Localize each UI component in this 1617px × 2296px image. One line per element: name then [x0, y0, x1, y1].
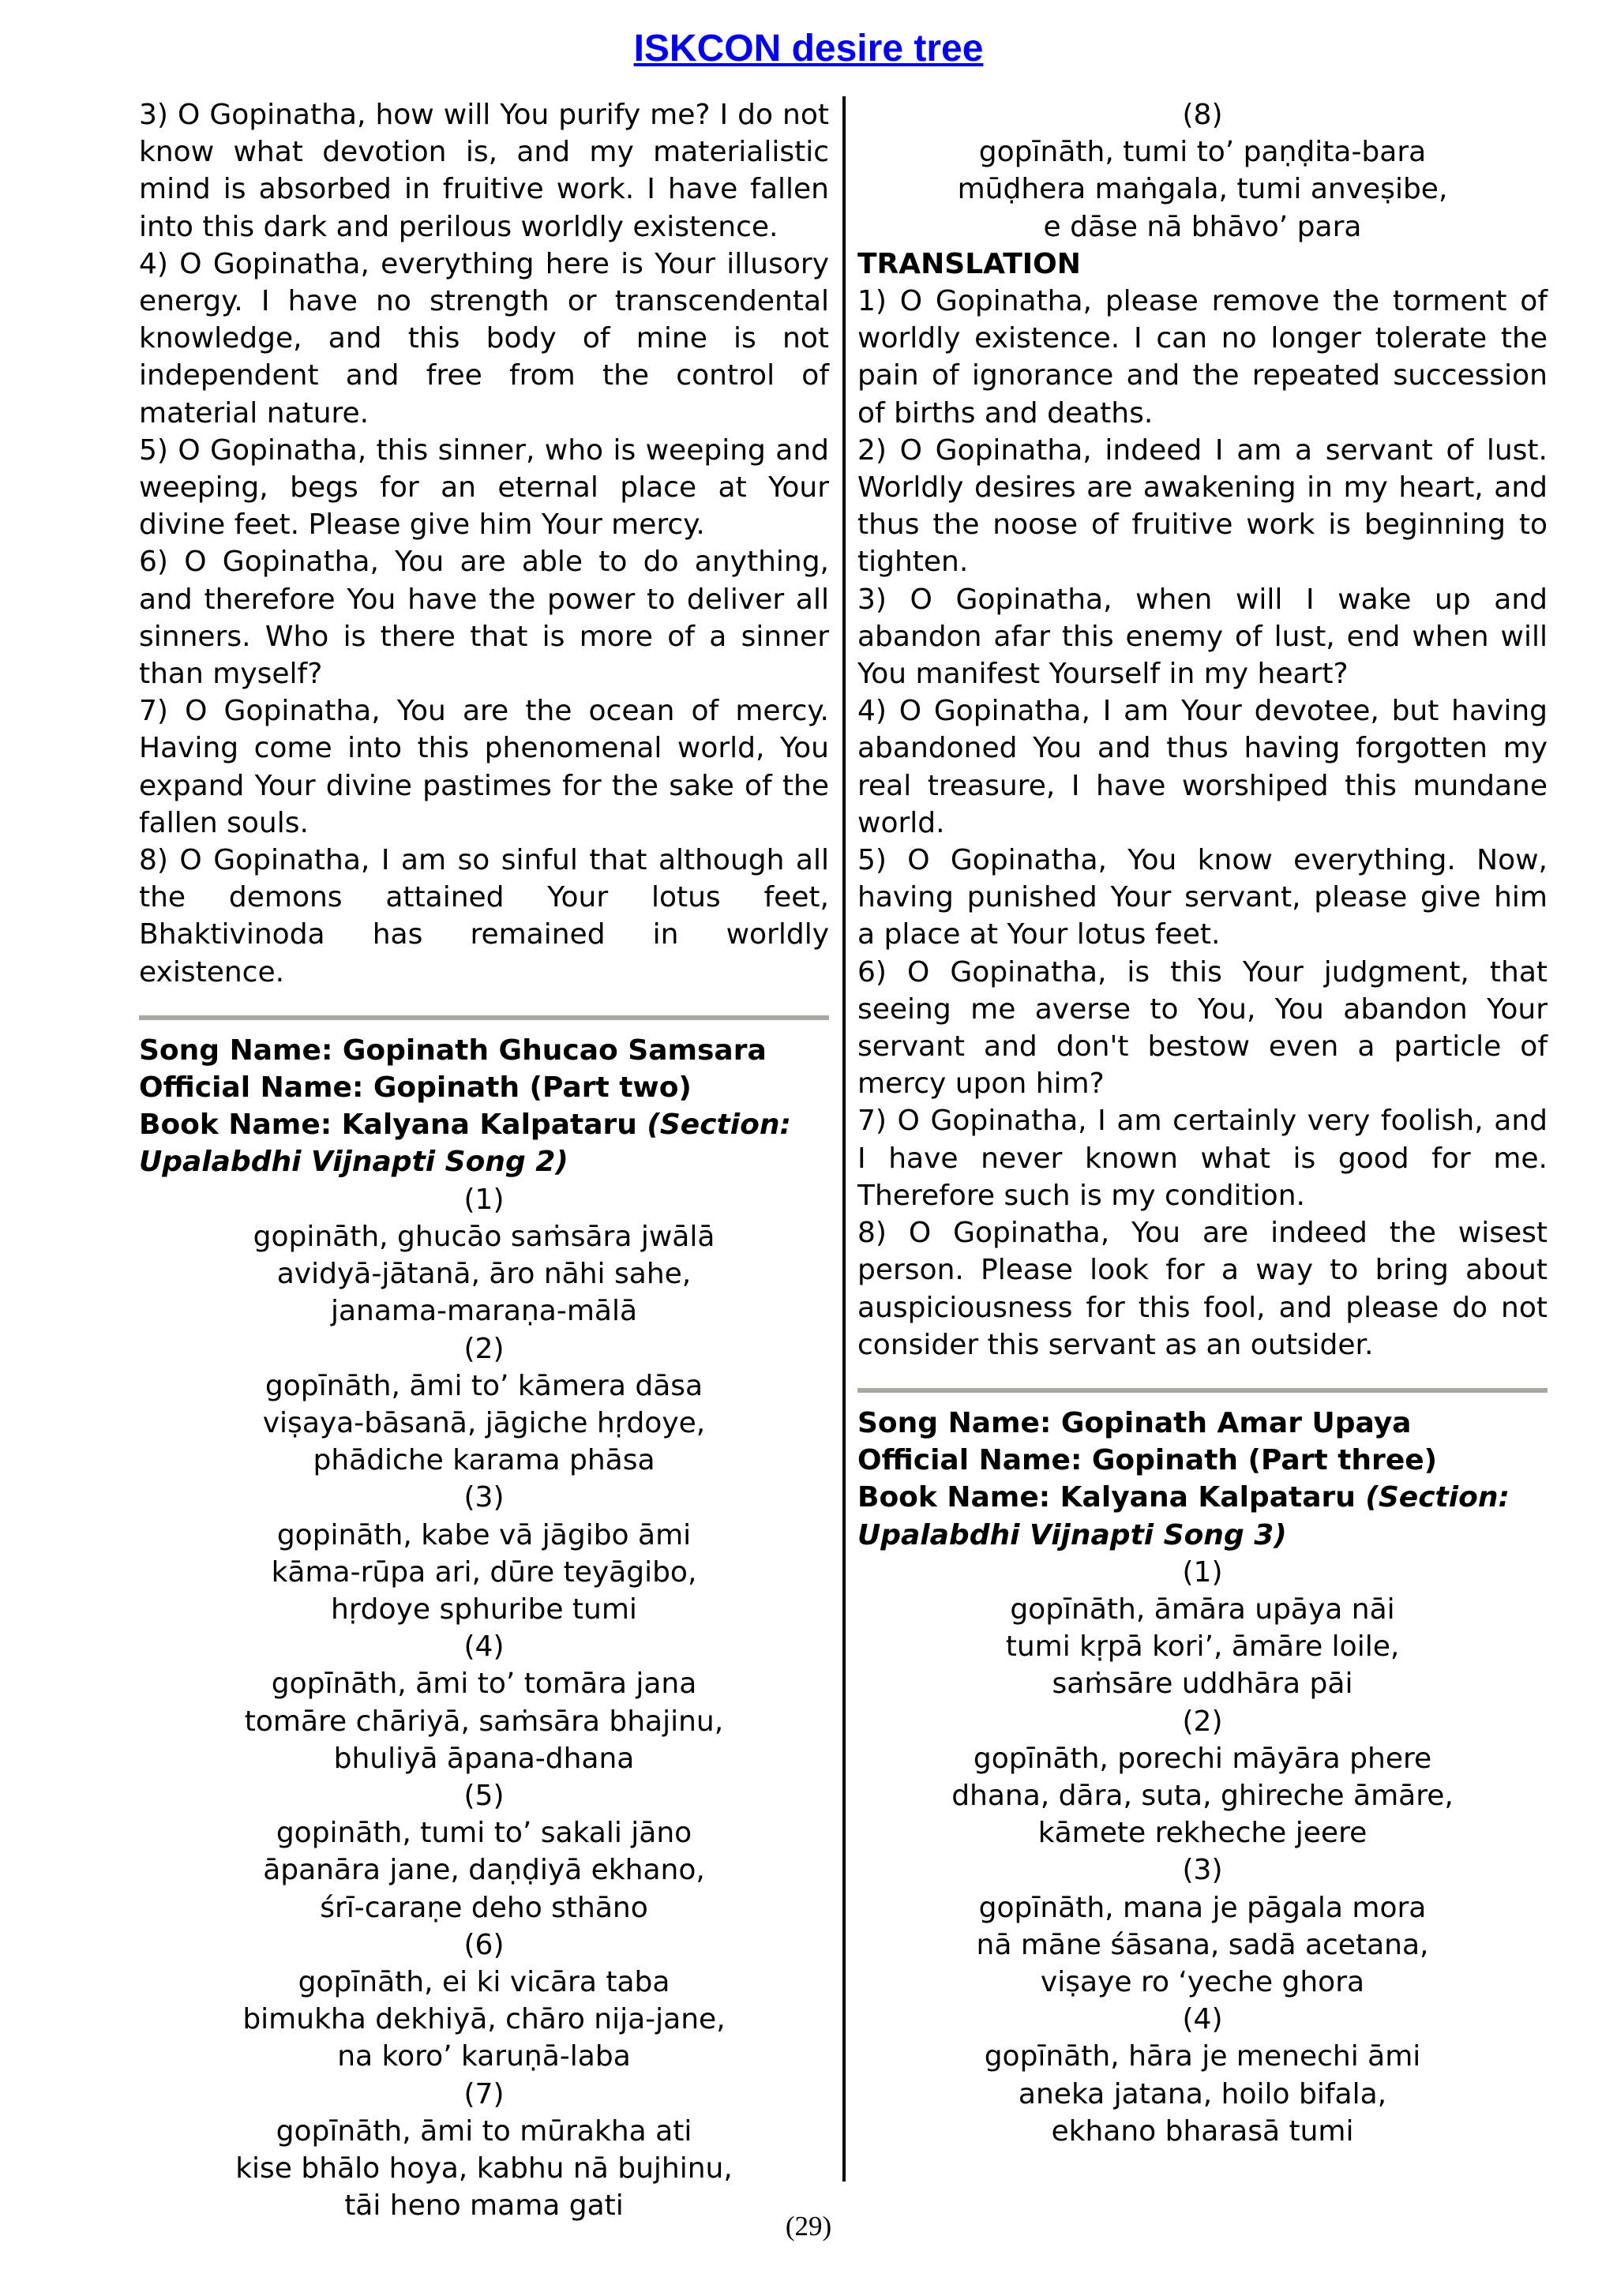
verse-number: (8) [1182, 99, 1223, 131]
verse-line: bhuliyā āpana-dhana [333, 1742, 635, 1775]
translation-paragraph: 3) O Gopinatha, how will You purify me? I do not know what devotion is, and my materialistic mind is absorbed in fruitive work. I have fallen into this dark and perilous worldly existence. [139, 99, 829, 243]
translation-paragraph: 4) O Gopinatha, everything here is Your illusory energy. I have no strength or transcendental knowledge, and this body of mine is not independent and free from the control of material nature. [139, 247, 829, 430]
verse-line: gopīnāth, tumi to’ paṇḍita-bara [978, 136, 1427, 169]
column-divider [842, 96, 846, 2182]
verse-line: gopīnāth, mana je pāgala mora [978, 1891, 1427, 1924]
verse-line: hṛdoye sphuribe tumi [331, 1593, 637, 1626]
section-divider [139, 1015, 829, 1020]
song-header [857, 1405, 1548, 1554]
translation-paragraph: 1) O Gopinatha, please remove the torment of worldly existence. I can no longer tolerate the pain of ignorance and the repeated succession of births and deaths. [857, 285, 1548, 430]
page-number: (29) [785, 2211, 832, 2242]
verse-line: gopīnāth, āmi to’ kāmera dāsa [264, 1369, 703, 1402]
official-name: Official Name: Gopinath (Part three) [857, 1444, 1438, 1477]
song-header [139, 1032, 829, 1181]
verse-line: viṣaya-bāsanā, jāgiche hṛdoye, [262, 1406, 706, 1439]
translation-paragraph: 5) O Gopinatha, You know everything. Now, having punished Your servant, please give him a place at Your lotus feet. [857, 844, 1548, 951]
verse-line: aneka jatana, hoilo bifala, [1018, 2077, 1387, 2110]
right-column [857, 96, 1548, 2150]
verse-line: ekhano bharasā tumi [1051, 2114, 1354, 2148]
verse-line: avidyā-jātanā, āro nāhi sahe, [276, 1258, 692, 1291]
verses [139, 1181, 829, 2225]
translation-paragraph: 4) O Gopinatha, I am Your devotee, but having abandoned You and thus having forgotten my real treasure, I have worshiped this mundane world. [857, 695, 1548, 839]
verse-line: kise bhālo hoya, kabhu nā bujhinu, [235, 2152, 733, 2185]
verse-number: (7) [463, 2077, 505, 2110]
verse-number: (4) [463, 1630, 505, 1664]
verse-line: na koro’ karuṇā-laba [337, 2040, 631, 2073]
verses [857, 1554, 1548, 2150]
translation [857, 283, 1548, 1364]
translation-paragraph: 5) O Gopinatha, this sinner, who is weeping and weeping, begs for an eternal place at Your divine feet. Please give him Your mercy. [139, 433, 829, 542]
verse-line: gopīnāth, porechi māyāra phere [973, 1742, 1432, 1775]
section-continued: Upalabdhi Vijnapti Song 3) [857, 1518, 1287, 1551]
verse-line: tāi heno mama gati [344, 2189, 624, 2223]
verse-line: tumi kṛpā kori’, āmāre loile, [1005, 1630, 1400, 1664]
translation-paragraph: 7) O Gopinatha, I am certainly very foolish, and I have never known what is good for me. Therefore such is my condition. [857, 1105, 1548, 1212]
translation-heading: TRANSLATION [857, 247, 1081, 280]
verse-line: gopīnāth, ei ki vicāra taba [298, 1965, 670, 1998]
verse-number: (3) [463, 1481, 505, 1514]
section-continued: Upalabdhi Vijnapti Song 2) [139, 1146, 568, 1179]
verse-number: (2) [1182, 1705, 1223, 1738]
official-name: Official Name: Gopinath (Part two) [139, 1071, 692, 1105]
book-name [139, 1106, 829, 1143]
verse-8 [857, 96, 1548, 246]
section-divider [857, 1388, 1548, 1393]
verse-line: gopīnāth, hāra je menechi āmi [984, 2040, 1421, 2073]
verse-line: viṣaye ro ‘yeche ghora [1040, 1965, 1365, 1998]
translation-paragraph: 6) O Gopinatha, is this Your judgment, that seeing me averse to You, You abandon Your servant and don't bestow even a particle of mercy upon him? [857, 955, 1548, 1101]
translation-paragraph: 7) O Gopinatha, You are the ocean of mercy. Having come into this phenomenal world, You expand Your divine pastimes for the sake of the fallen souls. [139, 695, 829, 839]
translation-paragraph: 8) O Gopinatha, I am so sinful that although all the demons attained Your lotus feet, Bhaktivinoda has remained in worldly existence. [139, 844, 829, 989]
verse-number: (3) [1182, 1854, 1223, 1887]
verse-line: gopināth, tumi to’ sakali jāno [276, 1817, 692, 1850]
book-name [857, 1479, 1548, 1516]
verse-line: śrī-caraṇe deho sthāno [320, 1891, 648, 1924]
section-label: (Section: [647, 1109, 791, 1142]
verse-line: e dāse nā bhāvo’ para [1043, 210, 1362, 243]
book-label: Book Name: Kalyana Kalpataru [857, 1481, 1366, 1514]
translation-paragraph: 6) O Gopinatha, You are able to do anything, and therefore You have the power to deliver all sinners. Who is there that is more of a sinner than myself? [139, 546, 829, 691]
verse-line: gopināth, ghucāo saṁsāra jwālā [253, 1220, 715, 1253]
verse-line: janama-maraṇa-mālā [330, 1295, 638, 1328]
verse-number: (2) [463, 1332, 505, 1365]
verse-number: (4) [1182, 2003, 1223, 2036]
verse-line: nā māne śāsana, sadā acetana, [976, 1928, 1429, 1961]
verse-line: gopīnāth, āmi to mūrakha ati [276, 2114, 692, 2148]
left-column [139, 96, 829, 2224]
verse-line: tomāre chāriyā, saṁsāra bhajinu, [244, 1705, 724, 1738]
site-title-link[interactable]: ISKCON desire tree [633, 28, 984, 69]
verse-line: saṁsāre uddhāra pāi [1052, 1668, 1353, 1701]
book-label: Book Name: Kalyana Kalpataru [139, 1109, 647, 1142]
verse-number: (5) [463, 1779, 505, 1812]
verse-line: kāmete rekheche jeere [1037, 1817, 1368, 1850]
verse-number: (1) [463, 1183, 505, 1216]
verse-line: bimukha dekhiyā, chāro nija-jane, [242, 2003, 726, 2036]
translation-paragraph: 2) O Gopinatha, indeed I am a servant of lust. Worldly desires are awakening in my heart, and thus the noose of fruitive work is beginning to tighten. [857, 433, 1548, 579]
verse-number: (6) [463, 1928, 505, 1961]
verse-line: gopīnāth, āmi to’ tomāra jana [271, 1668, 697, 1701]
translation-paragraph: 8) O Gopinatha, You are indeed the wisest person. Please look for a way to bring about auspiciousness for this fool, and please do not consider this servant as an outsider. [857, 1217, 1548, 1361]
verse-line: āpanāra jane, daṇḍiyā ekhano, [263, 1854, 705, 1887]
verse-line: dhana, dāra, suta, ghireche āmāre, [951, 1779, 1454, 1812]
verse-number: (1) [1182, 1555, 1223, 1589]
verse-line: gopīnāth, āmāra upāya nāi [1010, 1593, 1395, 1626]
song-name: Song Name: Gopinath Ghucao Samsara [139, 1034, 767, 1067]
verse-line: mūḍhera maṅgala, tumi anveṣibe, [957, 173, 1448, 206]
verse-line: kāma-rūpa ari, dūre teyāgibo, [271, 1555, 697, 1589]
section-label: (Section: [1365, 1481, 1510, 1514]
translation-continued [139, 96, 829, 991]
verse-line: gopināth, kabe vā jāgibo āmi [276, 1518, 692, 1551]
song-name: Song Name: Gopinath Amar Upaya [857, 1406, 1412, 1439]
translation-paragraph: 3) O Gopinatha, when will I wake up and abandon afar this enemy of lust, end when will You manifest Yourself in my heart? [857, 583, 1548, 691]
verse-line: phādiche karama phāsa [313, 1444, 655, 1477]
